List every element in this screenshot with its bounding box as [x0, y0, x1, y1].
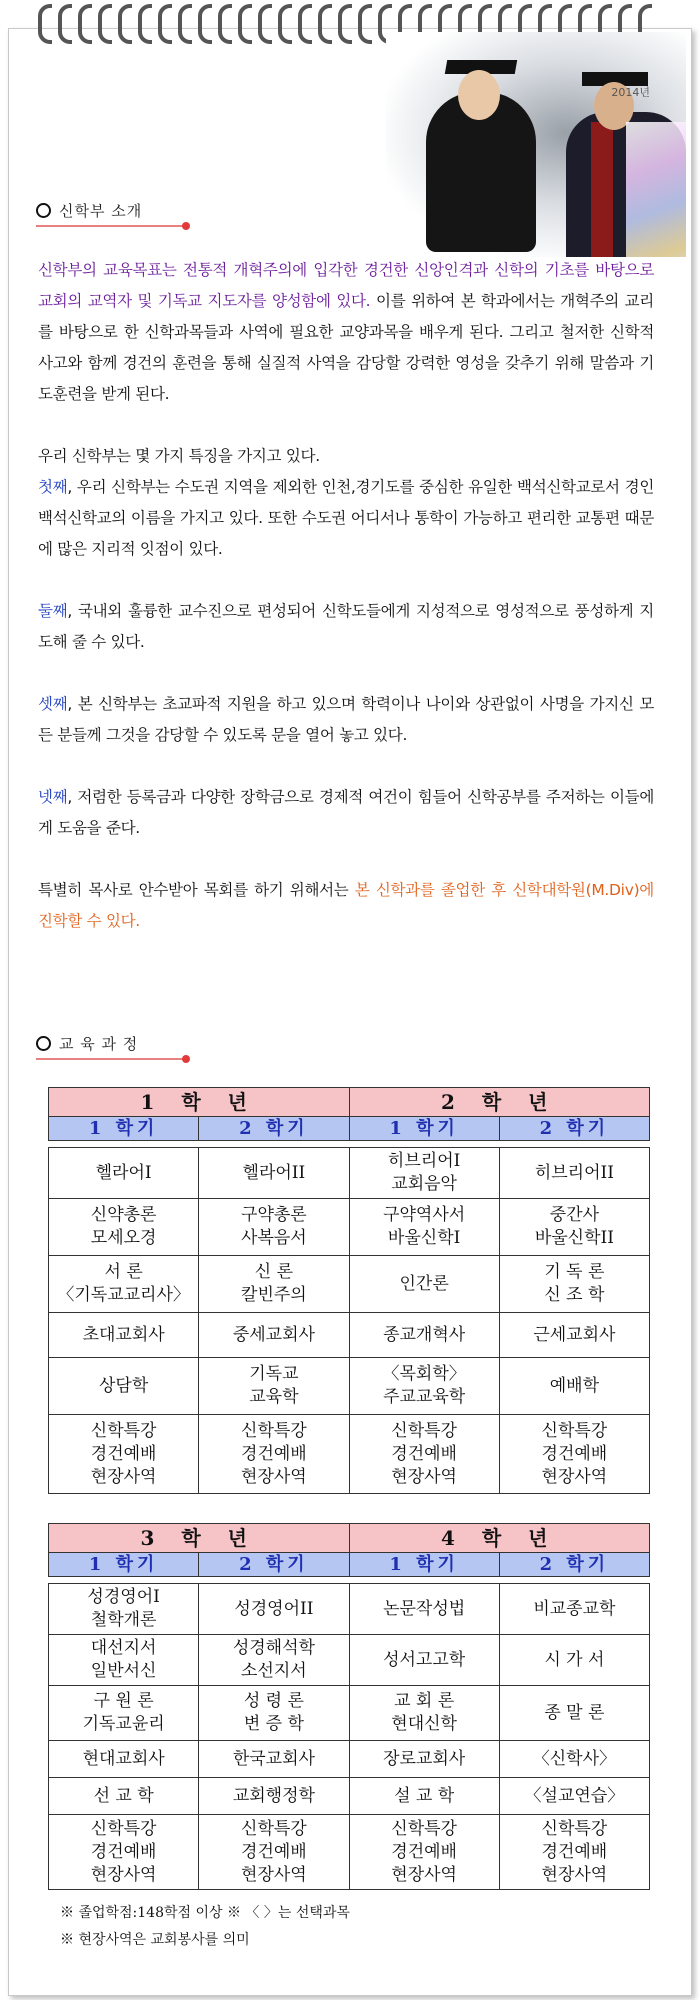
course-cell: 현대교회사: [49, 1741, 199, 1778]
course-cell: 시 가 서: [499, 1635, 649, 1686]
binder-ring-icon: [198, 4, 212, 44]
course-cell: 헬라어II: [199, 1148, 349, 1199]
course-cell: 신약총론 모세오경: [49, 1199, 199, 1256]
course-cell: 장로교회사: [349, 1741, 499, 1778]
course-cell: 기 독 론 신 조 학: [499, 1256, 649, 1313]
curriculum-table-years-1-2: [48, 1087, 650, 1494]
intro-text: [38, 255, 654, 937]
course-cell: 〈설교연습〉: [499, 1778, 649, 1815]
binder-ring-icon: [298, 4, 312, 44]
section-heading-intro: [36, 200, 216, 227]
binder-ring-icon: [218, 4, 232, 44]
binder-ring-icon: [98, 4, 112, 44]
course-cell: 신 론 칼빈주의: [199, 1256, 349, 1313]
course-cell: 인간론: [349, 1256, 499, 1313]
course-cell: 성경해석학 소선지서: [199, 1635, 349, 1686]
binder-ring-icon: [78, 4, 92, 44]
course-cell: 히브리어I 교회음악: [349, 1148, 499, 1199]
course-row: [49, 1415, 650, 1494]
intro-paragraph-7: 특별히 목사로 안수받아 목회를 하기 위해서는 본 신학과를 졸업한 후 신학대학원(M.Div)에 진학할 수 있다.: [38, 881, 654, 930]
semester-header: 2 학기: [199, 1553, 349, 1577]
course-cell: 신학특강 경건예배 현장사역: [349, 1815, 499, 1890]
course-cell: 상담학: [49, 1358, 199, 1415]
binder-ring-icon: [338, 4, 352, 44]
course-row: [49, 1313, 650, 1358]
course-cell: 성서고고학: [349, 1635, 499, 1686]
circle-bullet-icon: [36, 1036, 51, 1051]
course-cell: 교 회 론 현대신학: [349, 1686, 499, 1741]
binder-ring-icon: [138, 4, 152, 44]
year-header: 1 학 년: [49, 1088, 350, 1117]
course-row: [49, 1256, 650, 1313]
binder-ring-icon: [358, 4, 372, 44]
course-row: [49, 1584, 650, 1635]
section-heading-curriculum: [36, 1033, 216, 1060]
intro-paragraph-2: 우리 신학부는 몇 가지 특징을 가지고 있다.: [38, 447, 320, 465]
course-cell: 초대교회사: [49, 1313, 199, 1358]
photo-year-text: 2014년: [611, 86, 650, 99]
pin-dot-icon: [182, 1055, 190, 1063]
intro-paragraph-3: 첫째, 우리 신학부는 수도권 지역을 제외한 인천,경기도를 중심한 유일한 백석신학교로서 경인백석신학교의 이름을 가지고 있다. 또한 수도권 어디서나 통학이 가능하고 편리한 교통편 때문에 많은 지리적 잇점이 있다.: [38, 478, 654, 558]
course-cell: 〈목회학〉 주교교육학: [349, 1358, 499, 1415]
binder-ring-icon: [238, 4, 252, 44]
course-row: [49, 1148, 650, 1199]
semester-header: 2 학기: [199, 1117, 349, 1141]
course-cell: 중간사 바울신학II: [499, 1199, 649, 1256]
course-cell: 종교개혁사: [349, 1313, 499, 1358]
course-cell: 대선지서 일반서신: [49, 1635, 199, 1686]
course-row: [49, 1741, 650, 1778]
course-row: [49, 1635, 650, 1686]
course-cell: 히브리어II: [499, 1148, 649, 1199]
course-cell: 신학특강 경건예배 현장사역: [199, 1815, 349, 1890]
semester-header: 1 학기: [349, 1117, 499, 1141]
course-cell: 근세교회사: [499, 1313, 649, 1358]
course-cell: 구약역사서 바울신학I: [349, 1199, 499, 1256]
note-graduation-credits: ※ 졸업학점:148학점 이상 ※ 〈 〉는 선택과목: [60, 1905, 350, 1921]
course-cell: 서 론 〈기독교교리사〉: [49, 1256, 199, 1313]
binder-ring-icon: [38, 4, 52, 44]
course-row: [49, 1358, 650, 1415]
course-cell: 한국교회사: [199, 1741, 349, 1778]
course-cell: 신학특강 경건예배 현장사역: [349, 1415, 499, 1494]
course-cell: 교회행정학: [199, 1778, 349, 1815]
circle-bullet-icon: [36, 203, 51, 218]
note-field-ministry: ※ 현장사역은 교회봉사를 의미: [60, 1932, 250, 1948]
course-cell: 신학특강 경건예배 현장사역: [49, 1415, 199, 1494]
course-cell: 예배학: [499, 1358, 649, 1415]
course-cell: 〈신학사〉: [499, 1741, 649, 1778]
year-header: 4 학 년: [349, 1524, 650, 1553]
binder-ring-icon: [58, 4, 72, 44]
binder-ring-icon: [278, 4, 292, 44]
course-cell: 신학특강 경건예배 현장사역: [499, 1415, 649, 1494]
binder-ring-icon: [118, 4, 132, 44]
binder-ring-icon: [178, 4, 192, 44]
course-cell: 종 말 론: [499, 1686, 649, 1741]
section-title-curriculum: 교 육 과 정: [59, 1035, 139, 1053]
semester-header: 1 학기: [49, 1117, 199, 1141]
intro-paragraph-6: 넷째, 저렴한 등록금과 다양한 장학금으로 경제적 여건이 힘들어 신학공부를 주저하는 이들에게 도움을 준다.: [38, 788, 654, 837]
course-cell: 신학특강 경건예배 현장사역: [49, 1815, 199, 1890]
course-cell: 성 령 론 변 증 학: [199, 1686, 349, 1741]
semester-header: 2 학기: [499, 1117, 649, 1141]
semester-header: 1 학기: [49, 1553, 199, 1577]
binder-ring-icon: [318, 4, 332, 44]
curriculum-table-years-3-4: [48, 1523, 650, 1890]
course-cell: 논문작성법: [349, 1584, 499, 1635]
section-title-intro: 신학부 소개: [59, 202, 143, 220]
intro-paragraph-4: 둘째, 국내외 훌륭한 교수진으로 편성되어 신학도들에게 지성적으로 영성적으로 풍성하게 지도해 줄 수 있다.: [38, 602, 654, 651]
course-row: [49, 1815, 650, 1890]
course-cell: 성경영어II: [199, 1584, 349, 1635]
course-cell: 구 원 론 기독교윤리: [49, 1686, 199, 1741]
course-cell: 신학특강 경건예배 현장사역: [199, 1415, 349, 1494]
binder-ring-icon: [258, 4, 272, 44]
course-row: [49, 1199, 650, 1256]
binder-ring-icon: [158, 4, 172, 44]
semester-header: 2 학기: [499, 1553, 649, 1577]
course-cell: 헬라어I: [49, 1148, 199, 1199]
intro-paragraph-5: 셋째, 본 신학부는 초교파적 지원을 하고 있으며 학력이나 나이와 상관없이 사명을 가지신 모든 분들께 그것을 감당할 수 있도록 문을 열어 놓고 있다.: [38, 695, 654, 744]
course-cell: 성경영어I 철학개론: [49, 1584, 199, 1635]
year-header: 3 학 년: [49, 1524, 350, 1553]
course-cell: 기독교 교육학: [199, 1358, 349, 1415]
course-cell: 선 교 학: [49, 1778, 199, 1815]
year-header: 2 학 년: [349, 1088, 650, 1117]
pin-dot-icon: [182, 222, 190, 230]
semester-header: 1 학기: [349, 1553, 499, 1577]
course-row: [49, 1778, 650, 1815]
course-row: [49, 1686, 650, 1741]
course-cell: 설 교 학: [349, 1778, 499, 1815]
course-cell: 중세교회사: [199, 1313, 349, 1358]
intro-paragraph-1: 신학부의 교육목표는 전통적 개혁주의에 입각한 경건한 신앙인격과 신학의 기초를 바탕으로 교회의 교역자 및 기독교 지도자를 양성함에 있다. 이를 위하여 본 학과에서는 개혁주의 교리를 바탕으로 한 신학과목들과 사역에 필요한 교양과목을 배우게 된다. 그리고 철저한 신학적 사고와 함께 경건의 훈련을 통해 실질적 사역을 감당할 강력한 영성을 갖추기 위해 말씀과 기도훈련을 받게 된다.: [38, 261, 655, 403]
course-cell: 신학특강 경건예배 현장사역: [499, 1815, 649, 1890]
course-cell: 비교종교학: [499, 1584, 649, 1635]
course-cell: 구약총론 사복음서: [199, 1199, 349, 1256]
graduation-photo: [386, 32, 686, 257]
